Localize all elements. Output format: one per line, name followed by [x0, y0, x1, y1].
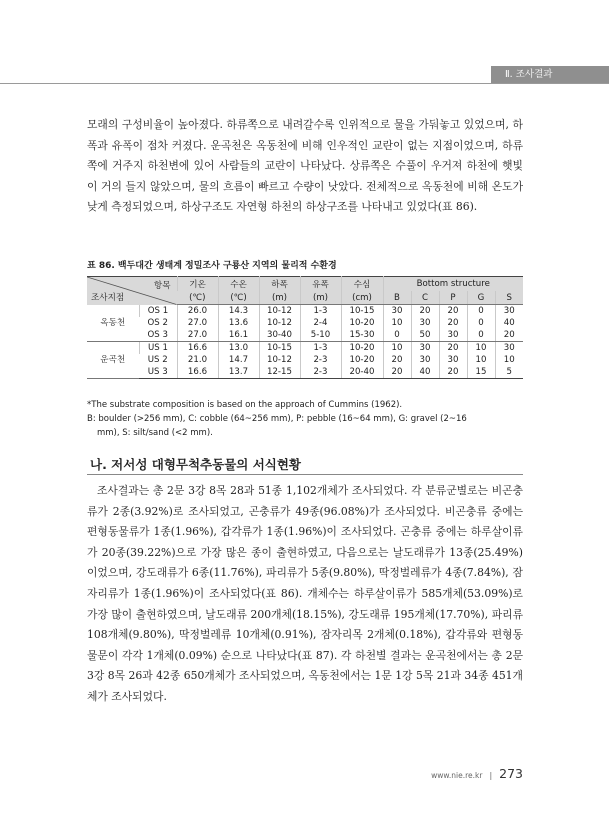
cell: 0 [467, 329, 495, 342]
col-header: 수심 [341, 277, 383, 292]
bottom-col-header: G [467, 291, 495, 305]
cell: 16.1 [218, 329, 259, 342]
table-row [87, 354, 523, 366]
col-unit: (cm) [341, 291, 383, 305]
table-row [87, 366, 523, 379]
cell: 15-30 [341, 329, 383, 342]
cell: 20 [495, 329, 523, 342]
table-row [87, 317, 523, 329]
cell: 30 [411, 317, 439, 329]
cell: 10 [495, 354, 523, 366]
cell: 20 [411, 305, 439, 318]
table-row [87, 342, 523, 355]
cell: 15 [467, 366, 495, 379]
site-name: 운곡천 [87, 342, 139, 379]
cell: 20-40 [341, 366, 383, 379]
chapter-title: Ⅱ. 조사결과 [505, 69, 553, 80]
footer-url: www.nie.re.kr [431, 771, 483, 780]
cell: 14.3 [218, 305, 259, 318]
bottom-col-header: P [439, 291, 467, 305]
table-notes [87, 398, 527, 440]
cell: 27.0 [177, 329, 218, 342]
cell: 13.7 [218, 366, 259, 379]
cell: 10 [467, 354, 495, 366]
cell: 10-20 [341, 354, 383, 366]
table-corner-cell [87, 277, 177, 305]
bottom-col-header: B [383, 291, 411, 305]
cell: 2-4 [300, 317, 341, 329]
table-row [87, 329, 523, 342]
cell: 30 [411, 342, 439, 355]
table-title: 표 86. 백두대간 생태계 정밀조사 구룡산 지역의 물리적 수환경 [87, 261, 337, 271]
body-paragraph-2: 조사결과는 총 2문 3강 8목 28과 51종 1,102개체가 조사되었다. 각 분류군별로는 비곤충류가 2종(3.92%)로 조사되었고, 곤충류가 49종(96.08%)가 조사되었다. 비곤충류 중에는 편형동물류가 1종(1.96%), 갑각류가 1종(1.96%)이 조사되었다. 곤충류 중에는 하루살이류가 20종(39.22%)으로 가장 많은 종이 출현하였고, 다음으로는 날도래류가 13종(25.49%)이었으며, 강도래류가 6종(11.76%), 파리류가 5종(9.80%), 딱정벌레류가 4종(7.84%), 잠자리류가 1종(1.96%)이 조사되었다(표 86). 개체수는 하루살이류가 585개체(53.09%)로 가장 많이 출현하였으며, 날도래류 200개체(18.15%), 강도래류 195개체(17.70%), 파리류 108개체(9.80%), 딱정벌레류 10개체(0.91%), 잠자리목 2개체(0.18%), 갑각류와 편형동물문이 각각 1개체(0.09%) 순으로 나타났다(표 87). 각 하천별 결과는 운곡천에서는 총 2문 3강 8목 26과 42종 650개체가 조사되었으며, 옥동천에서는 1문 1강 5목 21과 34종 451개체가 조사되었다. [87, 484, 523, 703]
bottom-col-header: S [495, 291, 523, 305]
table-note: mm), S: silt/sand (<2 mm). [97, 428, 213, 438]
cell: 10 [383, 342, 411, 355]
cell: 26.0 [177, 305, 218, 318]
bottom-structure-header: Bottom structure [383, 277, 523, 292]
point-id: US 1 [139, 342, 177, 355]
cell: 10-20 [341, 342, 383, 355]
cell: 0 [383, 329, 411, 342]
cell: 13.6 [218, 317, 259, 329]
cell: 2-3 [300, 366, 341, 379]
cell: 30 [439, 329, 467, 342]
cell: 16.6 [177, 342, 218, 355]
section-divider [87, 474, 523, 475]
cell: 10 [467, 342, 495, 355]
col-header: 수온 [218, 277, 259, 292]
table-note: *The substrate composition is based on the approach of Cummins (1962). [87, 400, 403, 410]
cell: 5-10 [300, 329, 341, 342]
col-header: 유폭 [300, 277, 341, 292]
corner-label-item: 항목 [153, 281, 171, 291]
cell: 30 [495, 342, 523, 355]
site-name: 옥동천 [87, 305, 139, 342]
cell: 10-15 [341, 305, 383, 318]
col-unit: (m) [300, 291, 341, 305]
col-unit: (℃) [177, 291, 218, 305]
cell: 10-12 [259, 354, 300, 366]
cell: 10-20 [341, 317, 383, 329]
cell: 30 [439, 354, 467, 366]
point-id: OS 2 [147, 318, 168, 328]
cell: 30 [495, 305, 523, 318]
cell: 14.7 [218, 354, 259, 366]
page-footer [431, 766, 523, 781]
cell: 40 [495, 317, 523, 329]
cell: 30 [411, 354, 439, 366]
cell: 20 [439, 366, 467, 379]
cell: 0 [467, 305, 495, 318]
cell: 27.0 [177, 317, 218, 329]
col-header: 하폭 [259, 277, 300, 292]
col-unit: (℃) [218, 291, 259, 305]
cell: 10-15 [259, 342, 300, 355]
chapter-header [491, 66, 609, 84]
cell: 20 [439, 342, 467, 355]
body-paragraph-1: 모래의 구성비율이 높아졌다. 하류쪽으로 내려갈수록 인위적으로 물을 가둬놓고 있었으며, 하폭과 유폭이 점차 커졌다. 운곡천은 옥동천에 비해 인우적인 교란이 없는 지점이었으며, 하류쪽에 거주지 하천변에 있어 사람들의 교란이 나타났다. 상류쪽은 수풀이 우거져 하천에 햇빛이 거의 들지 않았으며, 물의 흐름이 빠르고 수량이 낫았다. 전체적으로 옥동천에 비해 온도가 낮게 측정되었으며, 하상구조도 자연형 하천의 하상구조를 나타내고 있었다(표 86). [87, 118, 523, 214]
cell: 12-15 [259, 366, 300, 379]
cell: 1-3 [300, 305, 341, 318]
cell: 20 [439, 317, 467, 329]
cell: 30 [383, 305, 411, 318]
cell: 10-12 [259, 305, 300, 318]
point-id: OS 1 [139, 305, 177, 318]
cell: 20 [383, 354, 411, 366]
header-divider [0, 83, 609, 84]
point-id: OS 3 [139, 329, 177, 342]
table-row [87, 305, 523, 318]
point-id: US 3 [139, 366, 177, 379]
col-unit: (m) [259, 291, 300, 305]
corner-label-site: 조사지점 [91, 292, 125, 303]
cell: 0 [467, 317, 495, 329]
cell: 16.6 [177, 366, 218, 379]
page-number: 273 [499, 766, 523, 781]
footer-separator: | [489, 771, 493, 780]
cell: 13.0 [218, 342, 259, 355]
section-heading: 나. 저서성 대형무척추동물의 서식현황 [90, 457, 302, 472]
cell: 1-3 [300, 342, 341, 355]
cell: 21.0 [177, 354, 218, 366]
cell: 5 [495, 366, 523, 379]
cell: 30-40 [259, 329, 300, 342]
cell: 40 [411, 366, 439, 379]
cell: 20 [439, 305, 467, 318]
point-id: US 2 [147, 355, 168, 365]
col-header: 기온 [177, 277, 218, 292]
bottom-col-header: C [411, 291, 439, 305]
cell: 10-12 [259, 317, 300, 329]
cell: 10 [383, 317, 411, 329]
cell: 2-3 [300, 354, 341, 366]
cell: 50 [411, 329, 439, 342]
cell: 20 [383, 366, 411, 379]
physical-environment-table [87, 276, 523, 379]
table-note: B: boulder (>256 mm), C: cobble (64~256 mm), P: pebble (16~64 mm), G: gravel (2~16 [87, 414, 467, 424]
